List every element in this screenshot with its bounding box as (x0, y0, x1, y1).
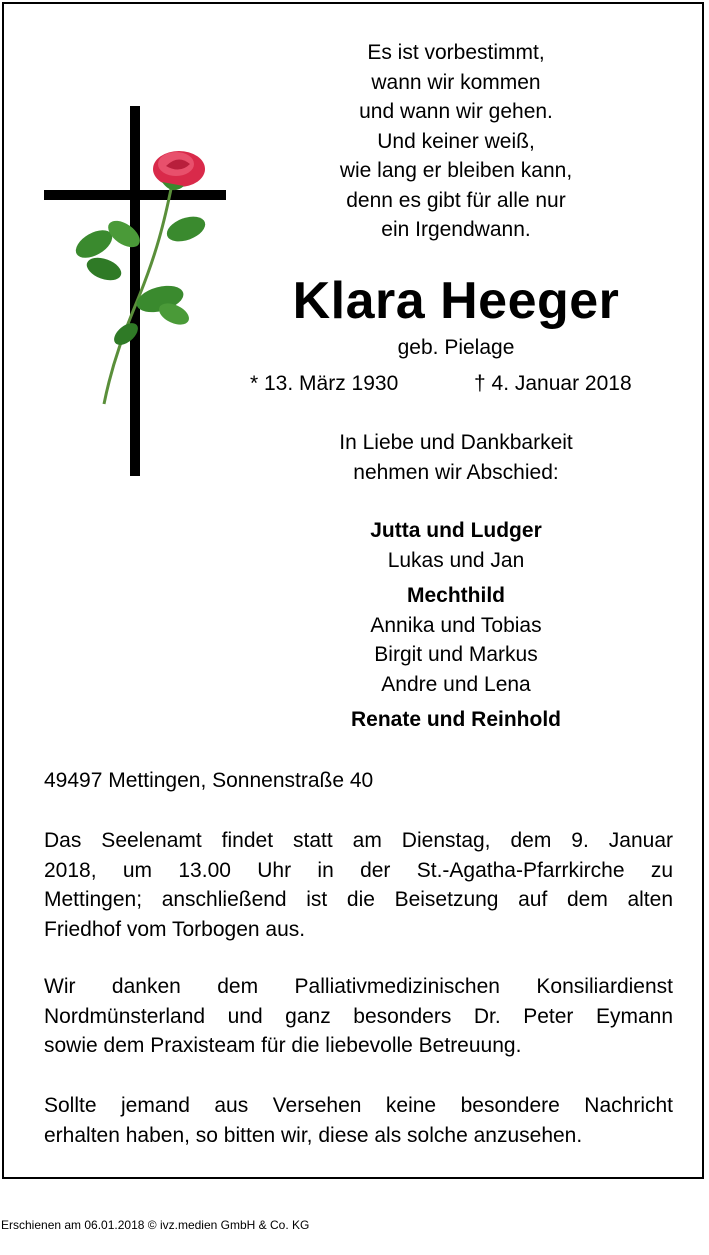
poem (236, 38, 676, 245)
poem-line: denn es gibt für alle nur (346, 188, 566, 212)
paragraph-line: Mettingen; anschließend ist die Beisetzung auf dem alten (44, 888, 673, 911)
death-date: † 4. Januar 2018 (474, 372, 632, 395)
poem-line: wann wir kommen (371, 70, 541, 94)
family-group-head: Mechthild (407, 584, 505, 607)
family-member: Lukas und Jan (387, 548, 525, 572)
paragraph-line: Sollte jemand aus Versehen keine besondere Nachricht (44, 1094, 673, 1117)
birth-date: * 13. März 1930 (250, 372, 399, 395)
paragraph-line: Friedhof vom Torbogen aus. (44, 917, 306, 941)
paragraph-line: erhalten haben, so bitten wir, diese als solche anzusehen. (44, 1123, 583, 1147)
obituary-frame (2, 2, 704, 1179)
deceased-name: Klara Heeger (292, 272, 620, 330)
paragraph-line: 2018, um 13.00 Uhr in der St.-Agatha-Pfarrkirche zu (44, 858, 673, 882)
publication-footer: Erschienen am 06.01.2018 © ivz.medien GmbH & Co. KG (1, 1218, 310, 1232)
notice-paragraph (44, 1091, 673, 1150)
poem-line: ein Irgendwann. (381, 218, 531, 241)
paragraph-line: Wir danken dem Palliativmedizinischen Konsiliardienst (44, 975, 673, 998)
service-paragraph (44, 826, 673, 944)
address: 49497 Mettingen, Sonnenstraße 40 (44, 769, 374, 792)
poem-line: wie lang er bleiben kann, (339, 159, 573, 182)
poem-line: und wann wir gehen. (359, 100, 553, 123)
cross-with-rose-icon (44, 104, 234, 484)
farewell-line: In Liebe und Dankbarkeit (339, 431, 573, 454)
poem-line: Und keiner weiß, (377, 129, 535, 153)
paragraph-line: Nordmünsterland und ganz besonders Dr. Peter Eymann (44, 1004, 673, 1028)
birth-name: geb. Pielage (397, 336, 515, 359)
farewell-text (236, 428, 676, 488)
family-group-head: Renate und Reinhold (351, 708, 561, 731)
family-member: Annika und Tobias (370, 613, 542, 637)
family-list (236, 516, 676, 735)
family-member: Birgit und Markus (374, 643, 538, 666)
paragraph-line: Das Seelenamt findet statt am Dienstag, dem 9. Januar (44, 829, 673, 852)
poem-line: Es ist vorbestimmt, (367, 41, 545, 64)
paragraph-line: sowie dem Praxisteam für die liebevolle Betreuung. (44, 1034, 522, 1057)
farewell-line: nehmen wir Abschied: (353, 461, 559, 484)
family-member: Andre und Lena (381, 672, 531, 696)
thanks-paragraph (44, 972, 673, 1061)
family-group-head: Jutta und Ludger (370, 519, 542, 542)
